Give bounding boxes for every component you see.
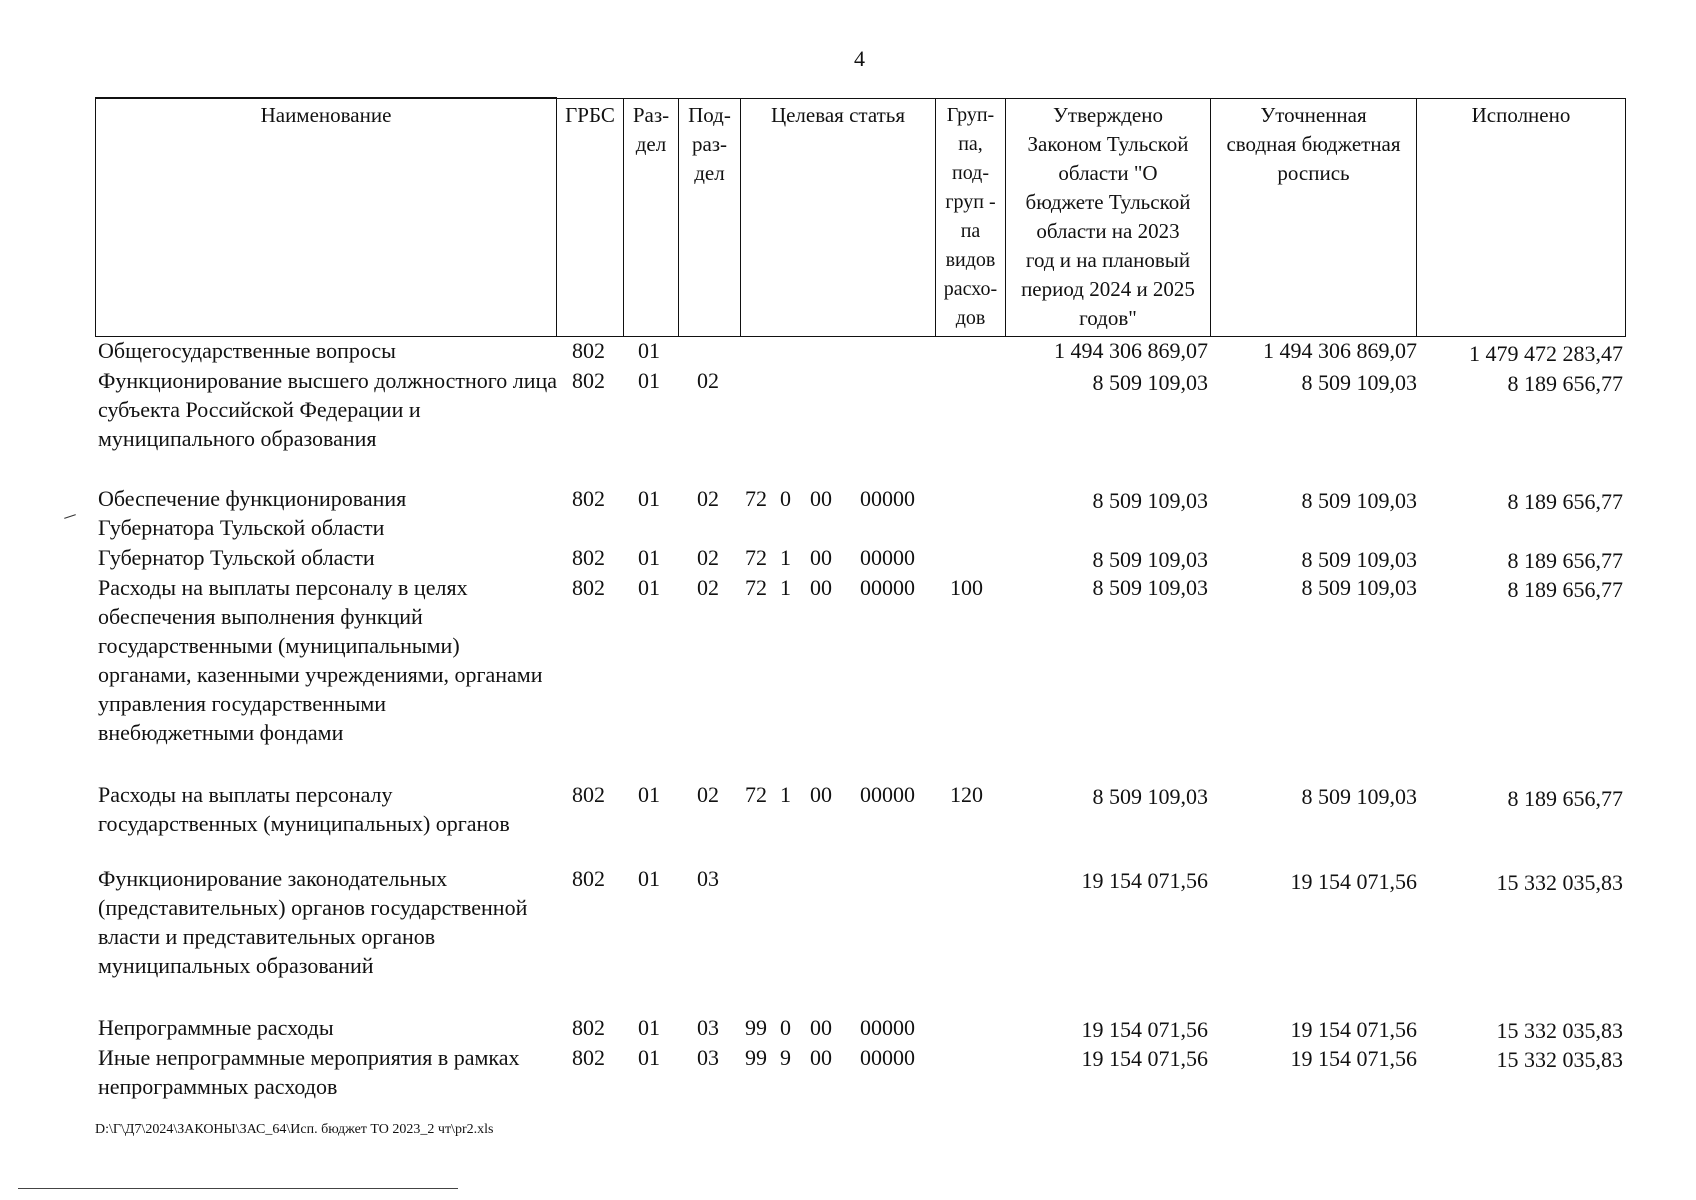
row-approved: 19 154 071,56 [1081, 1046, 1208, 1071]
header-podrazdel: Под- раз- дел [679, 98, 741, 337]
row-approved: 1 494 306 869,07 [1054, 338, 1208, 363]
header-razdel: Раз- дел [624, 98, 679, 337]
row-podrazdel: 02 [697, 368, 719, 393]
row-executed: 15 332 035,83 [1496, 870, 1623, 895]
row-razdel: 01 [638, 545, 660, 570]
header-target-article: Целевая статья [741, 98, 936, 337]
row-executed: 8 189 656,77 [1507, 371, 1623, 396]
row-razdel: 01 [638, 1015, 660, 1040]
row-expense-group: 120 [950, 782, 983, 807]
row-executed: 8 189 656,77 [1507, 577, 1623, 602]
row-grbs: 802 [572, 486, 605, 511]
row-refined: 1 494 306 869,07 [1263, 338, 1417, 363]
row-target-event: 00 [810, 1045, 832, 1070]
row-target-program: 72 [745, 545, 767, 570]
row-podrazdel: 02 [697, 486, 719, 511]
row-target-subprogram: 0 [780, 1015, 791, 1040]
row-grbs: 802 [572, 866, 605, 891]
row-grbs: 802 [572, 782, 605, 807]
row-name: Общегосударственные вопросы [98, 338, 396, 363]
row-target-program: 72 [745, 782, 767, 807]
row-approved: 19 154 071,56 [1081, 1017, 1208, 1042]
row-refined: 19 154 071,56 [1290, 1017, 1417, 1042]
row-executed: 15 332 035,83 [1496, 1018, 1623, 1043]
row-razdel: 01 [638, 575, 660, 600]
row-target-direction: 00000 [860, 545, 915, 570]
row-executed: 1 479 472 283,47 [1469, 341, 1623, 366]
row-name: Губернатор Тульской области [98, 545, 375, 570]
row-approved: 8 509 109,03 [1092, 784, 1208, 809]
row-podrazdel: 03 [697, 1045, 719, 1070]
row-target-subprogram: 1 [780, 575, 791, 600]
row-target-direction: 00000 [860, 486, 915, 511]
row-refined: 8 509 109,03 [1301, 370, 1417, 395]
row-razdel: 01 [638, 866, 660, 891]
row-podrazdel: 03 [697, 1015, 719, 1040]
row-approved: 19 154 071,56 [1081, 868, 1208, 893]
row-razdel: 01 [638, 486, 660, 511]
row-target-event: 00 [810, 575, 832, 600]
row-name: Непрограммные расходы [98, 1015, 334, 1040]
row-target-direction: 00000 [860, 782, 915, 807]
row-razdel: 01 [638, 782, 660, 807]
row-target-program: 99 [745, 1015, 767, 1040]
row-refined: 8 509 109,03 [1301, 488, 1417, 513]
row-podrazdel: 02 [697, 575, 719, 600]
row-refined: 19 154 071,56 [1290, 869, 1417, 894]
header-approved: Утверждено Законом Тульской области "О бюджете Тульской области на 2023 год и на плановый период 2024 и 2025 годов" [1006, 98, 1211, 337]
row-target-direction: 00000 [860, 575, 915, 600]
row-podrazdel: 03 [697, 866, 719, 891]
header-name: Наименование [96, 98, 557, 337]
row-target-event: 00 [810, 1015, 832, 1040]
row-executed: 8 189 656,77 [1507, 786, 1623, 811]
header-expense-group: Груп- па, под- груп - па видов расхо- дов [936, 98, 1006, 337]
row-podrazdel: 02 [697, 545, 719, 570]
row-approved: 8 509 109,03 [1092, 575, 1208, 600]
row-target-subprogram: 1 [780, 545, 791, 570]
row-target-event: 00 [810, 782, 832, 807]
row-grbs: 802 [572, 338, 605, 363]
row-target-program: 99 [745, 1045, 767, 1070]
row-grbs: 802 [572, 1015, 605, 1040]
row-name: Расходы на выплаты персоналу государственных (муниципальных) органов [98, 782, 510, 836]
row-podrazdel: 02 [697, 782, 719, 807]
row-target-direction: 00000 [860, 1015, 915, 1040]
row-target-program: 72 [745, 486, 767, 511]
row-grbs: 802 [572, 368, 605, 393]
row-executed: 8 189 656,77 [1507, 548, 1623, 573]
row-executed: 15 332 035,83 [1496, 1047, 1623, 1072]
row-grbs: 802 [572, 545, 605, 570]
header-executed: Исполнено [1417, 98, 1626, 337]
header-refined: Уточненная сводная бюджетная роспись [1211, 98, 1417, 337]
row-executed: 8 189 656,77 [1507, 489, 1623, 514]
row-target-event: 00 [810, 486, 832, 511]
row-grbs: 802 [572, 575, 605, 600]
row-target-subprogram: 1 [780, 782, 791, 807]
row-name: Обеспечение функционирования Губернатора Тульской области [98, 486, 407, 540]
row-refined: 8 509 109,03 [1301, 547, 1417, 572]
row-refined: 8 509 109,03 [1301, 784, 1417, 809]
row-target-subprogram: 9 [780, 1045, 791, 1070]
row-razdel: 01 [638, 338, 660, 363]
row-refined: 8 509 109,03 [1301, 575, 1417, 600]
row-target-event: 00 [810, 545, 832, 570]
row-approved: 8 509 109,03 [1092, 547, 1208, 572]
row-grbs: 802 [572, 1045, 605, 1070]
file-path: D:\Г\Д7\2024\ЗАКОНЫ\ЗАС_64\Исп. бюджет ТО 2023_2 чт\pr2.xls [95, 1122, 494, 1137]
divider [18, 1188, 458, 1189]
row-expense-group: 100 [950, 575, 983, 600]
row-name: Расходы на выплаты персоналу в целях обеспечения выполнения функций государственными (муниципальными) органами, казенными учреждениями, органами управления государственными внебюджетными фондами [98, 575, 543, 745]
row-approved: 8 509 109,03 [1092, 370, 1208, 395]
row-target-program: 72 [745, 575, 767, 600]
row-approved: 8 509 109,03 [1092, 488, 1208, 513]
page-number: 4 [854, 46, 865, 71]
row-name: Иные непрограммные мероприятия в рамках непрограммных расходов [98, 1045, 520, 1099]
row-refined: 19 154 071,56 [1290, 1046, 1417, 1071]
row-name: Функционирование законодательных (представительных) органов государственной власти и представительных органов муниципальных образований [98, 866, 528, 978]
row-target-subprogram: 0 [780, 486, 791, 511]
row-target-direction: 00000 [860, 1045, 915, 1070]
row-name: Функционирование высшего должностного лица субъекта Российской Федерации и муниципального образования [98, 368, 558, 451]
row-razdel: 01 [638, 1045, 660, 1070]
header-grbs: ГРБС [557, 98, 624, 337]
row-razdel: 01 [638, 368, 660, 393]
